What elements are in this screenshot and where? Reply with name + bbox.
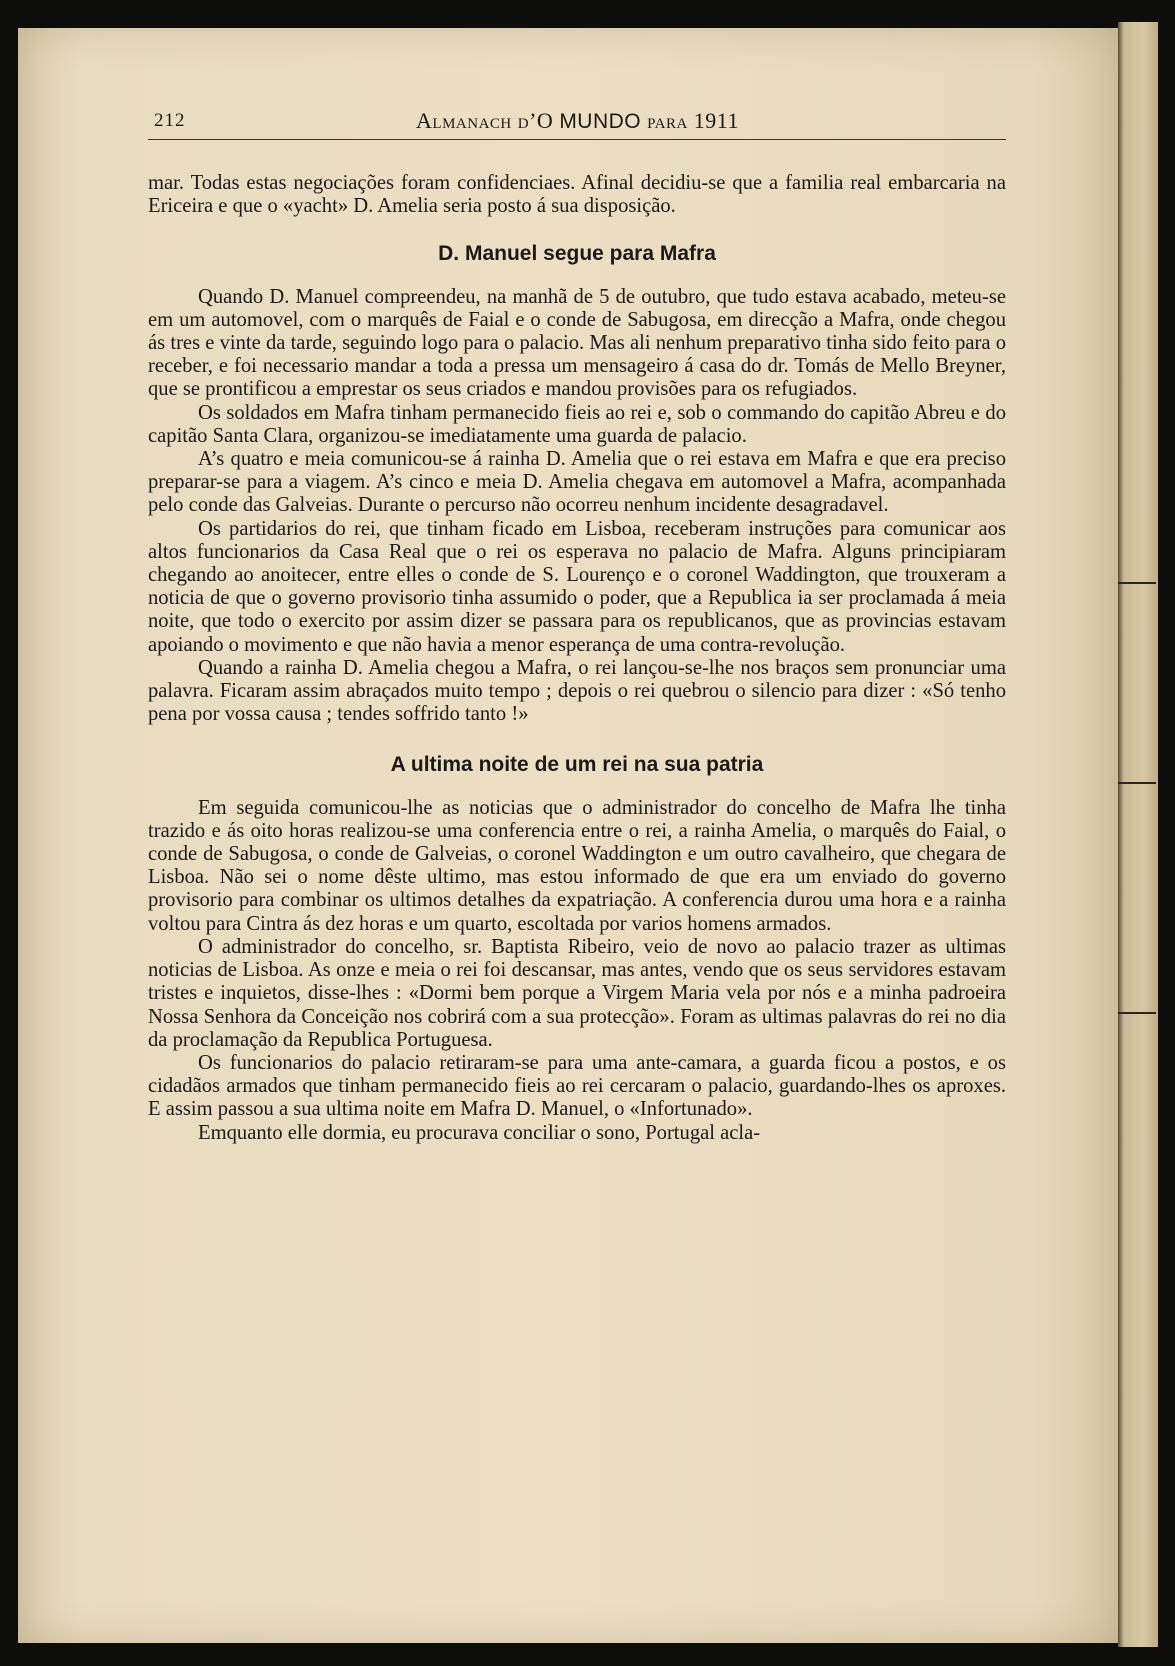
running-title (150, 108, 1005, 134)
paragraph: Os funcionarios do palacio retiraram-se para uma ante-camara, a guarda ficou a postos, e os cidadãos armados que tinham permanecido fieis ao rei cercaram o palacio, guardando-lhes os aproxes. E assim passou a sua ultima noite em Mafra D. Manuel, o «Infortunado». (148, 1051, 1006, 1121)
header-rule (148, 139, 1006, 140)
paragraph: Em seguida comunicou-lhe as noticias que o administrador do concelho de Mafra lhe tinha trazido e ás oito horas realizou-se uma conferencia entre o rei, a rainha Amelia, o marquês do Faial, o conde de Sabugosa, o conde de Galveias, o coronel Waddington e um outro cavalheiro, que chegara de Lisboa. Não sei o nome dêste ultimo, mas estou informado de que era um enviado do governo provisorio para combinar os ultimos detalhes da expatriação. A conferencia durou uma hora e a rainha voltou para Cintra ás dez horas e um quarto, escoltada por varios homens armados. (148, 796, 1006, 935)
title-do: d’O (517, 108, 554, 133)
paragraph: Quando a rainha D. Amelia chegou a Mafra, o rei lançou-se-lhe nos braços sem pronunciar uma palavra. Ficaram assim abraçados muito tempo ; depois o rei quebrou o silencio para dizer : «Só tenho pena por vossa causa ; tendes soffrido tanto !» (148, 656, 1006, 726)
page-edge-mark (1118, 1012, 1156, 1014)
paragraph: O administrador do concelho, sr. Baptista Ribeiro, veio de novo ao palacio trazer as ultimas noticias de Lisboa. As onze e meia o rei foi descansar, mas antes, vendo que os seus servidores estavam tristes e inquietos, disse-lhes : «Dormi bem porque a Virgem Maria vela por nós e a minha padroeira Nossa Senhora da Conceição nos cobrirá com a sua protecção». Foram as ultimas palavras do rei no dia da proclamação da Republica Portuguesa. (148, 935, 1006, 1051)
section-heading: A ultima noite de um rei na sua patria (390, 753, 764, 777)
article-body (148, 172, 1006, 1145)
title-almanach: Almanach (416, 108, 512, 133)
adjacent-page-edge (1118, 22, 1158, 1647)
page-number: 212 (154, 110, 186, 131)
paragraph: Emquanto elle dormia, eu procurava conciliar o sono, Portugal acla- (198, 1121, 761, 1144)
paragraph: mar. Todas estas negociações foram confidenciaes. Afinal decidiu-se que a familia real embarcaria na Ericeira e que o «yacht» D. Amelia seria posto á sua disposição. (148, 172, 1006, 218)
running-header (150, 106, 1005, 136)
paragraph: Quando D. Manuel compreendeu, na manhã de 5 de outubro, que tudo estava acabado, meteu-se em um automovel, com o marquês de Faial e o conde de Sabugosa, em direcção a Mafra, onde chegou ás tres e vinte da tarde, seguindo logo para o palacio. Mas ali nenhum preparativo tinha sido feito para o receber, e foi necessario mandar a toda a pressa um mensageiro á casa do dr. Tomás de Mello Breyner, que se prontificou a emprestar os seus criados e mandou provisões para os refugiados. (148, 285, 1006, 401)
paragraph: A’s quatro e meia comunicou-se á rainha D. Amelia que o rei estava em Mafra e que era preciso preparar-se para a viagem. A’s cinco e meia D. Amelia chegava em automovel a Mafra, acompanhada pelo conde das Galveias. Durante o percurso não ocorreu nenhum incidente desagradavel. (148, 448, 1006, 517)
paragraph: Os partidarios do rei, que tinham ficado em Lisboa, receberam instruções para comunicar aos altos funcionarios da Casa Real que o rei os esperava no palacio de Mafra. Alguns principiaram chegando ao anoitecer, entre elles o conde de S. Lourenço e o coronel Waddington, que trouxeram a noticia de que o governo provisorio tinha assumido o poder, que a Republica ia ser proclamada á meia noite, que todo o exercito por assim dizer se passara para os republicanos, que as provincias estavam apoiando o movimento e que não havia a menor esperança de uma contra-revolução. (148, 517, 1006, 656)
page-edge-mark (1118, 782, 1156, 784)
title-para: para (647, 108, 688, 133)
paragraph: Os soldados em Mafra tinham permanecido fieis ao rei e, sob o commando do capitão Abreu e do capitão Santa Clara, organizou-se imediatamente uma guarda de palacio. (148, 401, 1006, 447)
title-mundo: MUNDO (559, 110, 642, 133)
section-heading: D. Manuel segue para Mafra (438, 242, 716, 266)
page-edge-mark (1118, 582, 1156, 584)
title-year: 1911 (693, 108, 739, 133)
